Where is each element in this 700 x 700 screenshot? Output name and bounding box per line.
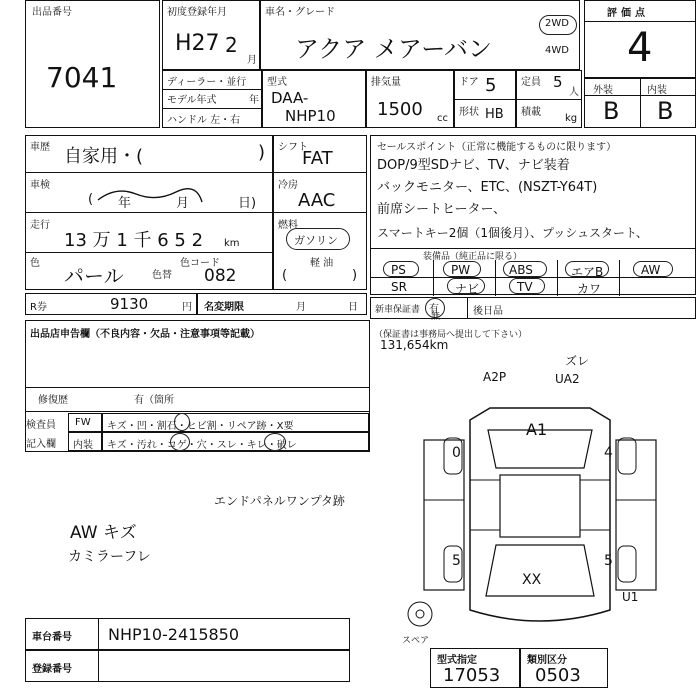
interior-items: キズ・汚れ・コゲ・穴・スレ・キレ・破レ — [107, 440, 297, 451]
capacity-unit: 人 — [569, 87, 579, 98]
inspector-label: 検査員 — [26, 420, 56, 431]
model-value-2: NHP10 — [285, 107, 336, 125]
inspection-label: 車検 — [30, 180, 50, 191]
equip-navi-circle — [447, 278, 485, 294]
recycle-value: 9130 — [110, 295, 149, 313]
equip-aw: AW — [641, 263, 661, 277]
equip-ps: PS — [391, 263, 406, 277]
diagram-ua2: UA2 — [555, 372, 580, 386]
equip-airbag: エアB — [571, 265, 604, 279]
handwritten-note-2: AW キズ — [70, 523, 137, 543]
warranty-box — [370, 297, 696, 322]
post-label: 後日品 — [473, 306, 503, 317]
car-name-box — [260, 0, 580, 70]
name-change-day: 日 — [348, 302, 358, 313]
car-name-value: アクア メアーバン — [295, 35, 492, 63]
score-label: 評価点 — [607, 8, 649, 19]
drive-4wd: 4WD — [545, 45, 569, 56]
warranty-label: 新車保証書 — [375, 305, 421, 315]
inspection-day: 日) — [238, 196, 257, 211]
score-value: 4 — [627, 25, 653, 71]
exterior-interior-box — [584, 78, 696, 128]
sales-line-1: DOP/9型SDナビ、TV、ナビ装着 — [377, 158, 570, 173]
equip-leather: カワ — [577, 282, 602, 296]
sales-points-box — [370, 135, 696, 295]
mileage-label: 走行 — [30, 220, 50, 231]
sales-points-title: セールスポイント（正常に機能するものに限ります） — [377, 142, 617, 153]
equip-ps-circle — [383, 261, 419, 277]
interior-label-box — [68, 432, 102, 451]
fuel-paren-r: ) — [352, 268, 358, 283]
type-spec-value: 17053 — [443, 665, 501, 686]
color-code-value: 082 — [204, 266, 237, 286]
first-registration-box — [162, 0, 260, 70]
warranty-yes: 有 — [429, 304, 439, 315]
sales-line-4: スマートキー2個（1個後月）、プッシュスタート、 — [377, 226, 648, 240]
reg-box — [25, 650, 350, 682]
sales-line-2: バックモニター、ETC、(NSZT-Y64T) — [377, 180, 598, 195]
chassis-box — [25, 618, 350, 650]
inspection-strike — [96, 182, 206, 208]
doors-label: ドア — [459, 77, 479, 88]
fw-label: FW — [75, 417, 91, 428]
repair-value: 有（箇所 — [134, 395, 174, 406]
shift-value: FAT — [302, 148, 333, 169]
first-reg-label: 初度登録年月 — [167, 7, 227, 18]
dealer-box — [162, 70, 262, 128]
model-label: 型式 — [267, 77, 287, 88]
history-paren-close: ) — [258, 142, 266, 163]
doors-value: 5 — [485, 75, 497, 96]
first-reg-month: 2 — [225, 33, 238, 57]
interior-label: 内装 — [647, 85, 667, 96]
report-box — [25, 320, 370, 452]
model-value-1: DAA- — [271, 89, 309, 107]
color-change-label: 色替 — [152, 270, 172, 281]
car-name-label: 車名・グレード — [265, 7, 335, 18]
score-box — [584, 0, 696, 78]
color-value: パール — [64, 264, 124, 288]
equip-tv: TV — [517, 280, 533, 294]
equip-pw: PW — [451, 263, 471, 277]
capacity-box — [516, 70, 582, 128]
load-label: 積載 — [521, 107, 541, 118]
diagram-u1: U1 — [622, 590, 639, 604]
exterior-value: B — [603, 97, 620, 125]
dealer-label: ディーラー・並行 — [167, 77, 247, 88]
class-value: 0503 — [535, 665, 581, 686]
mileage-unit: km — [224, 238, 240, 249]
recycle-box — [25, 293, 197, 315]
inspection-year: 年 — [118, 196, 132, 211]
ac-value: AAC — [298, 190, 336, 211]
mileage-note: 131,654km — [380, 338, 449, 352]
equip-airbag-circle — [565, 261, 609, 277]
reg-label: 登録番号 — [32, 664, 72, 675]
equip-tv-circle — [509, 278, 545, 294]
handwritten-note-1: エンドパネルワンプタ跡 — [214, 494, 345, 508]
lot-label: 出品番号 — [32, 7, 72, 18]
warranty-no: 無 — [431, 312, 441, 322]
equip-aw-circle — [633, 261, 673, 277]
interior-value: B — [657, 97, 674, 125]
shape-label: 形状 — [459, 107, 479, 118]
fw-items-box — [102, 413, 369, 432]
capacity-value: 5 — [553, 73, 563, 91]
fuel-value: ガソリン — [294, 234, 338, 247]
chassis-value: NHP10-2415850 — [108, 625, 240, 644]
class-label: 類別区分 — [527, 655, 567, 666]
equipment-label: 装備品（純正品に限る） — [423, 252, 523, 262]
interior-mark-circle-1 — [170, 433, 190, 451]
interior-check-label: 内装 — [73, 440, 93, 451]
diagram-xx: XX — [522, 572, 542, 588]
spare-label: スペア — [402, 636, 430, 646]
fuel-label: 燃料 — [278, 220, 298, 231]
lot-number: 7041 — [46, 61, 118, 94]
shift-fuel-block — [273, 135, 367, 290]
history-label: 車歴 — [30, 142, 50, 153]
drive-2wd: 2WD — [545, 18, 569, 29]
type-spec-box — [430, 648, 520, 688]
wheel-fr-mark: 4 — [604, 445, 613, 461]
equip-abs-circle — [503, 261, 547, 277]
fuel-light: 軽 油 — [310, 258, 334, 269]
model-year-unit: 年 — [249, 95, 259, 106]
history-block — [25, 135, 273, 290]
warranty-yes-circle — [425, 298, 445, 318]
doors-box — [454, 70, 516, 128]
diagram-a1: A1 — [526, 420, 548, 439]
wheel-rl-mark: 5 — [452, 553, 461, 569]
shape-value: HB — [485, 107, 504, 122]
model-year-label: モデル年式 — [167, 95, 217, 106]
equip-pw-circle — [443, 261, 481, 277]
color-label: 色 — [30, 258, 40, 269]
model-box — [262, 70, 366, 128]
inspection-month: 月 — [176, 196, 190, 211]
capacity-label: 定員 — [521, 77, 541, 88]
recycle-label: R券 — [30, 302, 47, 313]
recycle-unit: 円 — [182, 302, 192, 313]
name-change-month: 月 — [296, 302, 306, 313]
interior-items-box — [102, 432, 369, 451]
color-code-label: 色コード — [180, 258, 220, 269]
diagram-a2p: A2P — [483, 370, 507, 384]
sales-line-3: 前席シートヒーター、 — [377, 202, 506, 217]
displacement-value: 1500 — [377, 99, 423, 120]
displacement-box — [366, 70, 454, 128]
class-box — [520, 648, 608, 688]
warranty-note: （保証書は事務局へ提出して下さい） — [374, 330, 528, 340]
name-change-label: 名変期限 — [204, 302, 244, 313]
equip-navi: ナビ — [455, 282, 480, 296]
repair-label: 修復歴 — [38, 395, 68, 406]
entry-label: 記入欄 — [26, 439, 56, 450]
shift-label: シフト — [278, 142, 308, 153]
first-reg-value: H27 — [175, 31, 220, 56]
inspection-paren: ( — [88, 192, 94, 207]
diagram-zure: ズレ — [565, 354, 590, 368]
fw-label-box — [68, 413, 102, 432]
ac-label: 冷房 — [278, 180, 298, 191]
chassis-label: 車台番号 — [32, 632, 72, 643]
wheel-fl-mark: 0 — [452, 445, 461, 461]
name-change-box — [197, 293, 367, 315]
fw-mark-circle — [174, 413, 190, 431]
car-diagram — [400, 350, 680, 650]
exterior-label: 外装 — [593, 85, 613, 96]
displacement-unit: cc — [437, 113, 448, 124]
handle-label: ハンドル 左・右 — [167, 115, 241, 126]
wheel-rr-mark: 5 — [604, 553, 613, 569]
mileage-value: 13 万 1 千 6 5 2 — [64, 230, 204, 251]
handwritten-note-3: カミラーフレ — [68, 549, 151, 565]
first-reg-month-unit: 月 — [247, 55, 257, 66]
equip-sr: SR — [391, 280, 407, 294]
interior-mark-circle-2 — [264, 433, 286, 451]
type-spec-label: 型式指定 — [437, 655, 477, 666]
displacement-label: 排気量 — [371, 77, 401, 88]
report-label: 出品店申告欄（不良内容・欠品・注意事項等記載） — [30, 329, 260, 340]
equip-abs: ABS — [509, 263, 533, 277]
load-unit: kg — [565, 113, 578, 124]
fw-items: キズ・凹・割石・ヒビ割・リペア跡・X要 — [107, 421, 294, 432]
history-value: 自家用・( — [64, 146, 144, 167]
fuel-paren-l: ( — [282, 268, 288, 283]
lot-number-box — [25, 0, 160, 128]
